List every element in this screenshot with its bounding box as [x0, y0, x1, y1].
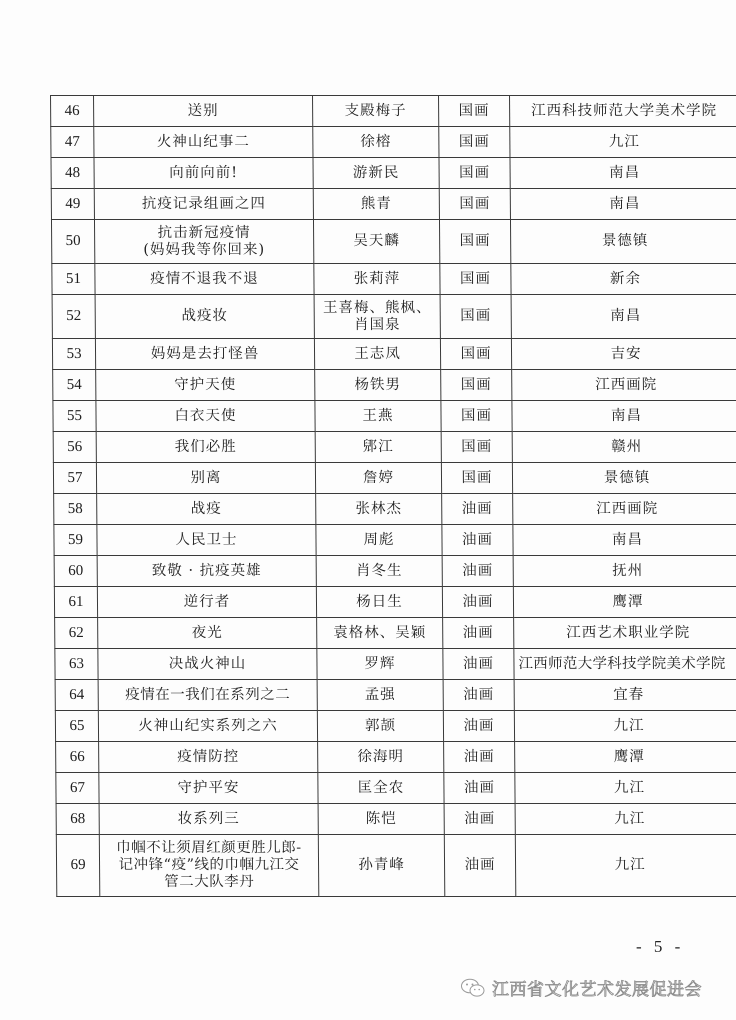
- work-title: 战疫: [97, 494, 316, 525]
- category: 油画: [442, 556, 513, 587]
- row-number: 58: [54, 494, 97, 525]
- category: 油画: [444, 773, 515, 804]
- author: 杨日生: [316, 587, 442, 618]
- category: 油画: [443, 680, 514, 711]
- work-title: 别离: [96, 463, 315, 494]
- table-row: [54, 587, 736, 618]
- category: 油画: [444, 804, 515, 835]
- category: 国画: [441, 463, 512, 494]
- table-row: [52, 264, 736, 295]
- category: 国画: [439, 158, 510, 189]
- row-number: 48: [51, 158, 94, 189]
- row-number: 50: [51, 220, 94, 264]
- category: 国画: [439, 127, 510, 158]
- category: 油画: [442, 494, 513, 525]
- category: 油画: [442, 587, 513, 618]
- row-number: 64: [55, 680, 98, 711]
- work-title: 火神山纪实系列之六: [98, 711, 317, 742]
- row-number: 55: [53, 401, 96, 432]
- work-title: 战疫妆: [95, 295, 314, 339]
- category: 国画: [441, 432, 512, 463]
- table-row: [56, 835, 736, 897]
- author: 徐榕: [313, 127, 439, 158]
- row-number: 57: [53, 463, 96, 494]
- category: 油画: [443, 649, 514, 680]
- submitting-unit: 鹰潭: [513, 587, 736, 618]
- work-title: 疫情不退我不退: [95, 264, 314, 295]
- category: 国画: [439, 189, 510, 220]
- work-title: 我们必胜: [96, 432, 315, 463]
- submitting-unit: 江西艺术职业学院: [514, 618, 736, 649]
- author: 孙青峰: [318, 835, 444, 897]
- row-number: 46: [51, 96, 94, 127]
- table-row: [53, 463, 736, 494]
- submitting-unit: 吉安: [511, 339, 736, 370]
- work-title: 巾帼不让须眉红颜更胜儿郎- 记冲锋“疫”线的巾帼九江交 管二大队李丹: [99, 835, 318, 897]
- category: 油画: [443, 618, 514, 649]
- submitting-unit: 鹰潭: [515, 742, 736, 773]
- row-number: 68: [56, 804, 99, 835]
- work-title: 夜光: [98, 618, 317, 649]
- table-row: [51, 127, 736, 158]
- author: 肖冬生: [316, 556, 442, 587]
- table-row: [51, 158, 736, 189]
- author: 袁格林、吴颖: [317, 618, 443, 649]
- work-title: 疫情防控: [99, 742, 318, 773]
- submitting-unit: 江西科技师范大学美术学院: [510, 96, 736, 127]
- table-row: [52, 295, 736, 339]
- submitting-unit: 江西画院: [512, 370, 736, 401]
- category: 油画: [444, 742, 515, 773]
- row-number: 54: [53, 370, 96, 401]
- table-row: [51, 96, 736, 127]
- submitting-unit: 九江: [515, 835, 736, 897]
- work-title: 人民卫士: [97, 525, 316, 556]
- category: 油画: [444, 835, 515, 897]
- submitting-unit: 南昌: [511, 295, 736, 339]
- row-number: 63: [55, 649, 98, 680]
- author: 杨铁男: [315, 370, 441, 401]
- work-title: 妈妈是去打怪兽: [95, 339, 314, 370]
- table-row: [53, 370, 736, 401]
- table-row: [55, 680, 736, 711]
- row-number: 67: [56, 773, 99, 804]
- table-row: [54, 556, 736, 587]
- submitting-unit: 江西画院: [513, 494, 736, 525]
- submitting-unit: 新余: [511, 264, 736, 295]
- submitting-unit: 九江: [515, 804, 736, 835]
- category: 国画: [439, 96, 510, 127]
- submitting-unit: 南昌: [513, 525, 736, 556]
- submitting-unit: 南昌: [512, 401, 736, 432]
- table-row: [56, 773, 736, 804]
- author: 陈恺: [318, 804, 444, 835]
- category: 国画: [439, 220, 510, 264]
- submitting-unit: 九江: [510, 127, 736, 158]
- author: 游新民: [313, 158, 439, 189]
- row-number: 65: [55, 711, 98, 742]
- submitting-unit: 宜春: [514, 680, 736, 711]
- author: 詹婷: [315, 463, 441, 494]
- table-row: [54, 525, 736, 556]
- author: 王志凤: [314, 339, 440, 370]
- work-title: 白衣天使: [96, 401, 315, 432]
- author: 周彪: [316, 525, 442, 556]
- row-number: 56: [53, 432, 96, 463]
- author: 郭颉: [317, 711, 443, 742]
- table-row: [51, 220, 736, 264]
- author: 孟强: [317, 680, 443, 711]
- author: 张林杰: [316, 494, 442, 525]
- row-number: 59: [54, 525, 97, 556]
- row-number: 69: [56, 835, 99, 897]
- submitting-unit: 九江: [515, 773, 736, 804]
- author: 支殿梅子: [313, 96, 439, 127]
- submitting-unit: 江西师范大学科技学院美术学院: [514, 649, 736, 680]
- table-row: [52, 339, 736, 370]
- author: 罗辉: [317, 649, 443, 680]
- submitting-unit: 赣州: [512, 432, 736, 463]
- work-title: 向前向前!: [94, 158, 313, 189]
- work-title: 守护天使: [96, 370, 315, 401]
- row-number: 53: [52, 339, 95, 370]
- row-number: 60: [54, 556, 97, 587]
- author: 熊青: [313, 189, 439, 220]
- row-number: 62: [55, 618, 98, 649]
- author: 王燕: [315, 401, 441, 432]
- wechat-icon: [460, 978, 486, 998]
- author: 匡全农: [318, 773, 444, 804]
- table-row: [55, 618, 736, 649]
- table-row: [53, 401, 736, 432]
- watermark-text: 江西省文化艺术发展促进会: [492, 980, 702, 1000]
- category: 国画: [441, 401, 512, 432]
- row-number: 66: [56, 742, 99, 773]
- category: 国画: [441, 370, 512, 401]
- account-watermark: [460, 975, 702, 1000]
- work-title: 妆系列三: [99, 804, 318, 835]
- table-row: [56, 804, 736, 835]
- work-title: 逆行者: [97, 587, 316, 618]
- work-title: 抗疫记录组画之四: [94, 189, 313, 220]
- submitting-unit: 九江: [514, 711, 736, 742]
- row-number: 49: [51, 189, 94, 220]
- category: 国画: [440, 339, 511, 370]
- row-number: 61: [54, 587, 97, 618]
- category: 国画: [440, 264, 511, 295]
- author: 吴天麟: [313, 220, 439, 264]
- table-row: [56, 742, 736, 773]
- awards-table: [50, 95, 736, 897]
- author: 郳江: [315, 432, 441, 463]
- table-row: [51, 189, 736, 220]
- category: 国画: [440, 295, 511, 339]
- row-number: 47: [51, 127, 94, 158]
- work-title: 疫情在一我们在系列之二: [98, 680, 317, 711]
- author: 徐海明: [318, 742, 444, 773]
- table-row: [53, 432, 736, 463]
- author: 张莉萍: [314, 264, 440, 295]
- submitting-unit: 景德镇: [510, 220, 736, 264]
- work-title: 致敬 · 抗疫英雄: [97, 556, 316, 587]
- row-number: 52: [52, 295, 95, 339]
- category: 油画: [443, 711, 514, 742]
- submitting-unit: 南昌: [510, 189, 736, 220]
- work-title: 抗击新冠疫情 (妈妈我等你回来): [94, 220, 313, 264]
- awards-table-container: [50, 95, 736, 897]
- author: 王喜梅、熊枫、 肖国泉: [314, 295, 440, 339]
- work-title: 送别: [94, 96, 313, 127]
- table-row: [54, 494, 736, 525]
- work-title: 守护平安: [99, 773, 318, 804]
- row-number: 51: [52, 264, 95, 295]
- submitting-unit: 抚州: [513, 556, 736, 587]
- submitting-unit: 景德镇: [512, 463, 736, 494]
- work-title: 决战火神山: [98, 649, 317, 680]
- page-number: - 5 -: [636, 937, 685, 956]
- table-row: [55, 711, 736, 742]
- table-row: [55, 649, 736, 680]
- work-title: 火神山纪事二: [94, 127, 313, 158]
- submitting-unit: 南昌: [510, 158, 736, 189]
- category: 油画: [442, 525, 513, 556]
